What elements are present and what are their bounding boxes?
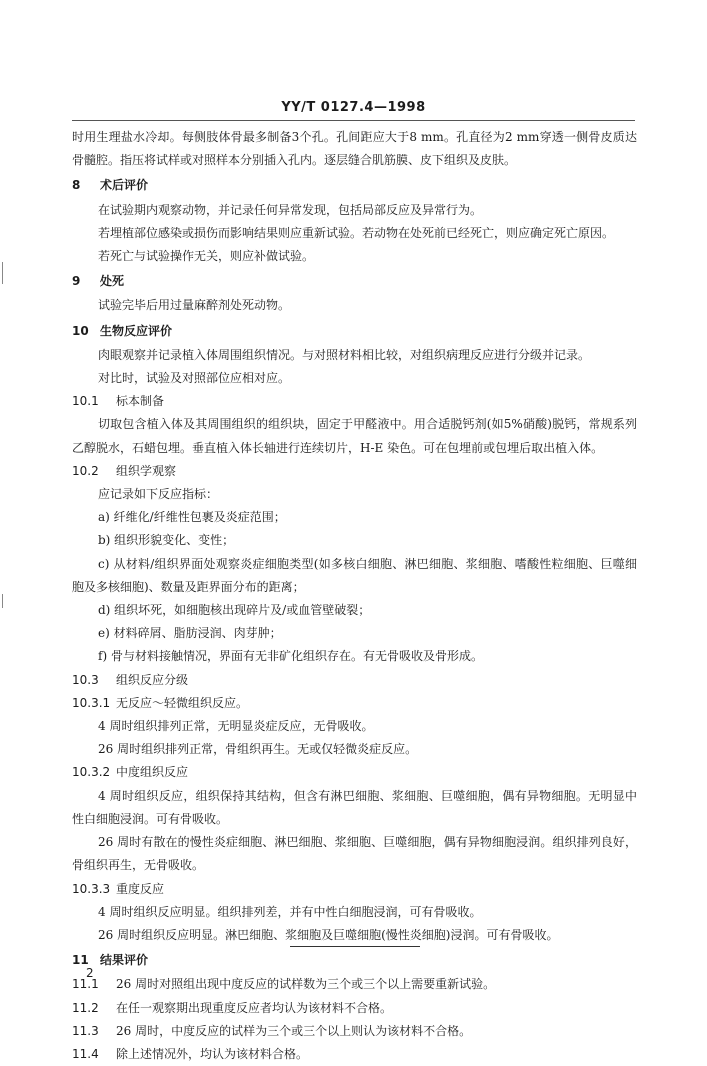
clause-number: 11.4: [72, 1046, 99, 1061]
intro-paragraph: 时用生理盐水冷却。每侧肢体骨最多制备3个孔。孔间距应大于8 mm。孔直径为2 mm穿透一侧骨皮质达骨髓腔。指压将试样或对照样本分别插入孔内。逐层缝合肌筋膜、皮下组织及皮肤。: [72, 130, 637, 168]
subsection-title: 中度组织反应: [116, 765, 189, 780]
clause-11-2: [72, 997, 637, 1020]
section-number: 8: [72, 178, 81, 193]
clause-text: 除上述情况外，均认为该材料合格。: [116, 1046, 309, 1061]
list-item: b) 组织形貌变化、变性；: [98, 533, 235, 548]
paragraph: 4 周时组织排列正常，无明显炎症反应，无骨吸收。: [98, 719, 374, 734]
subsection-10-1-heading: [72, 390, 637, 413]
subsection-title: 标本制备: [116, 394, 165, 409]
clause-11-3: [72, 1020, 637, 1043]
list-item: c) 从材料/组织界面处观察炎症细胞类型(如多核白细胞、淋巴细胞、浆细胞、嗜酸性粒细胞、巨噬细胞及多核细胞)、数量及距界面分布的距离；: [72, 556, 637, 594]
end-rule: [290, 946, 420, 947]
clause-11-4: [72, 1043, 637, 1066]
section-title: 生物反应评价: [100, 323, 173, 338]
paragraph: 26 周时有散在的慢性炎症细胞、淋巴细胞、浆细胞、巨噬细胞，偶有异物细胞浸润。组织排列良好，骨组织再生，无骨吸收。: [72, 835, 637, 873]
scan-edge-mark: [2, 594, 3, 608]
section-11-heading: [72, 949, 637, 972]
section-8-heading: [72, 174, 637, 197]
subsection-title: 无反应～轻微组织反应。: [116, 695, 249, 710]
section-title: 结果评价: [100, 953, 149, 968]
paragraph: 切取包含植入体及其周围组织的组织块，固定于甲醛液中。用合适脱钙剂(如5%硝酸)脱钙，常规系列乙醇脱水，石蜡包埋。垂直植入体长轴进行连续切片，H-E 染色。可在包埋前或包埋后取出植入体。: [72, 417, 637, 455]
subsection-10-3-heading: [72, 669, 637, 692]
section-number: 11: [72, 953, 89, 968]
clause-number: 11.3: [72, 1023, 99, 1038]
paragraph: 肉眼观察并记录植入体周围组织情况。与对照材料相比较，对组织病理反应进行分级并记录。: [98, 347, 591, 362]
list-item: d) 组织坏死，如细胞核出现碎片及/或血管壁破裂；: [98, 603, 371, 618]
subsection-title: 组织学观察: [116, 463, 177, 478]
paragraph: 若埋植部位感染或损伤而影响结果则应重新试验。若动物在处死前已经死亡，则应确定死亡原因。: [98, 225, 615, 240]
list-item: e) 材料碎屑、脂肪浸润、肉芽肿；: [98, 626, 282, 641]
subsection-title: 重度反应: [116, 881, 165, 896]
paragraph: 26 周时组织排列正常，骨组织再生。无或仅轻微炎症反应。: [98, 742, 418, 757]
subsection-10-2-heading: [72, 460, 637, 483]
subsection-number: 10.3.2: [72, 765, 111, 780]
clause-text: 在任一观察期出现重度反应者均认为该材料不合格。: [116, 1000, 393, 1015]
list-item: f) 骨与材料接触情况，界面有无非矿化组织存在。有无骨吸收及骨形成。: [98, 649, 483, 664]
document-body: [72, 126, 637, 1066]
subsection-number: 10.1: [72, 394, 99, 409]
subsection-title: 组织反应分级: [116, 672, 189, 687]
clause-number: 11.2: [72, 1000, 99, 1015]
subsection-10-3-2-heading: [72, 761, 637, 784]
section-9-heading: [72, 270, 637, 293]
clause-number: 11.1: [72, 977, 99, 992]
standard-code-header: YY/T 0127.4—1998: [281, 100, 426, 115]
clause-text: 26 周时对照组出现中度反应的试样数为三个或三个以上需要重新试验。: [116, 977, 496, 992]
list-item: a) 纤维化/纤维性包裹及炎症范围；: [98, 510, 286, 525]
header-rule: [72, 120, 635, 121]
paragraph: 若死亡与试验操作无关，则应补做试验。: [98, 249, 315, 264]
clause-11-1: [72, 973, 637, 996]
paragraph: 在试验期内观察动物，并记录任何异常发现，包括局部反应及异常行为。: [98, 202, 483, 217]
section-number: 9: [72, 274, 81, 289]
paragraph: 4 周时组织反应明显。组织排列差，并有中性白细胞浸润，可有骨吸收。: [98, 904, 482, 919]
scan-edge-mark: [2, 262, 3, 284]
paragraph: 26 周时组织反应明显。淋巴细胞、浆细胞及巨噬细胞(慢性炎细胞)浸润。可有骨吸收。: [98, 927, 559, 942]
paragraph: 4 周时组织反应，组织保持其结构，但含有淋巴细胞、浆细胞、巨噬细胞，偶有异物细胞。无明显中性白细胞浸润。可有骨吸收。: [72, 788, 637, 826]
section-10-heading: [72, 320, 637, 343]
subsection-10-3-1-heading: [72, 692, 637, 715]
subsection-number: 10.3: [72, 672, 99, 687]
subsection-10-3-3-heading: [72, 878, 637, 901]
paragraph: 应记录如下反应指标：: [98, 487, 219, 502]
paragraph: 对比时，试验及对照部位应相对应。: [98, 371, 291, 386]
subsection-number: 10.2: [72, 463, 99, 478]
section-title: 处死: [100, 274, 125, 289]
subsection-number: 10.3.1: [72, 695, 111, 710]
paragraph: 试验完毕后用过量麻醉剂处死动物。: [98, 298, 291, 313]
page-number: 2: [86, 966, 94, 980]
clause-text: 26 周时，中度反应的试样为三个或三个以上则认为该材料不合格。: [116, 1023, 472, 1038]
subsection-number: 10.3.3: [72, 881, 111, 896]
section-number: 10: [72, 323, 89, 338]
section-title: 术后评价: [100, 178, 149, 193]
